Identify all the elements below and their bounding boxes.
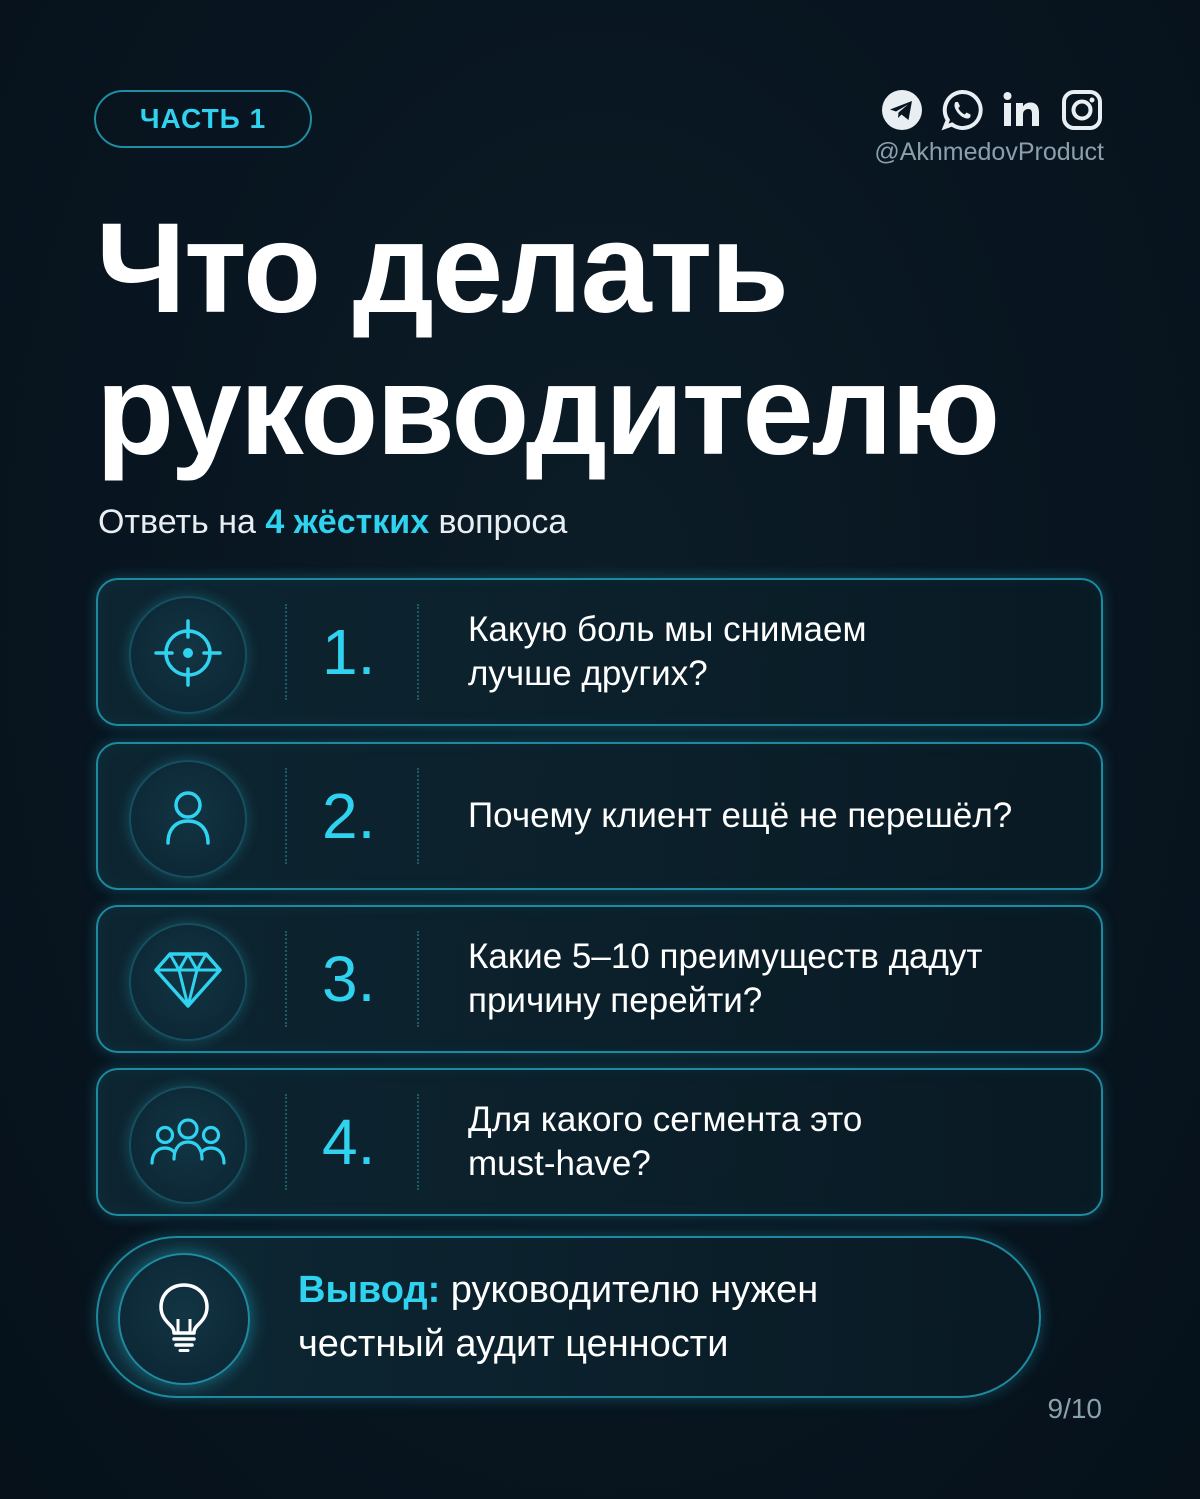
icon-badge <box>129 923 247 1041</box>
icon-badge <box>129 760 247 878</box>
part-label: ЧАСТЬ 1 <box>139 103 267 134</box>
question-number: 2. <box>322 780 376 852</box>
icon-badge <box>129 1086 247 1204</box>
question-line-1: Какие 5–10 преимуществ дадут <box>468 937 983 976</box>
question-text <box>468 1070 1071 1214</box>
question-card-2 <box>96 742 1103 890</box>
question-text <box>468 744 1071 888</box>
question-line-1: Для какого сегмента это <box>468 1100 863 1139</box>
question-line-2: лучше других? <box>468 654 708 693</box>
question-number: 1. <box>322 616 376 688</box>
divider <box>417 768 419 864</box>
question-line-1: Почему клиент ещё не перешёл? <box>468 796 1013 835</box>
title-line-1: Что делать <box>96 197 787 340</box>
conclusion-text <box>298 1238 999 1396</box>
part-badge <box>94 90 312 148</box>
page-title <box>96 198 998 482</box>
divider <box>285 604 287 700</box>
subtitle-after: вопроса <box>429 503 568 541</box>
lightbulb-icon <box>154 1281 214 1358</box>
conclusion-label: Вывод: <box>298 1269 441 1311</box>
divider <box>285 931 287 1027</box>
question-card-4 <box>96 1068 1103 1216</box>
subtitle-accent: 4 жёстких <box>265 503 430 541</box>
instagram-icon[interactable] <box>1060 88 1104 132</box>
question-card-1 <box>96 578 1103 726</box>
icon-badge <box>129 596 247 714</box>
divider <box>417 931 419 1027</box>
question-text <box>468 907 1071 1051</box>
linkedin-icon[interactable] <box>1000 88 1044 132</box>
whatsapp-icon[interactable] <box>940 88 984 132</box>
icon-badge <box>118 1253 250 1385</box>
target-icon <box>152 617 224 694</box>
conclusion-card <box>96 1236 1041 1398</box>
divider <box>285 768 287 864</box>
divider <box>417 1094 419 1190</box>
group-icon <box>145 1113 231 1178</box>
divider <box>417 604 419 700</box>
question-card-3 <box>96 905 1103 1053</box>
title-line-2: руководителю <box>96 339 999 482</box>
question-line-1: Какую боль мы снимаем <box>468 610 867 649</box>
social-handle[interactable]: @AkhmedovProduct <box>874 138 1104 166</box>
question-number: 4. <box>322 1106 376 1178</box>
diamond-icon <box>152 948 224 1017</box>
social-links <box>880 88 1104 132</box>
conclusion-line-1: руководителю нужен <box>440 1269 819 1311</box>
question-line-2: must-have? <box>468 1144 651 1183</box>
user-icon <box>156 785 220 854</box>
page-counter: 9/10 <box>1047 1393 1102 1424</box>
conclusion-line-2: честный аудит ценности <box>298 1323 729 1365</box>
divider <box>285 1094 287 1190</box>
subtitle-before: Ответь на <box>98 503 266 541</box>
question-text <box>468 580 1071 724</box>
telegram-icon[interactable] <box>880 88 924 132</box>
question-line-2: причину перейти? <box>468 981 763 1020</box>
subtitle <box>98 503 567 542</box>
question-number: 3. <box>322 943 376 1015</box>
